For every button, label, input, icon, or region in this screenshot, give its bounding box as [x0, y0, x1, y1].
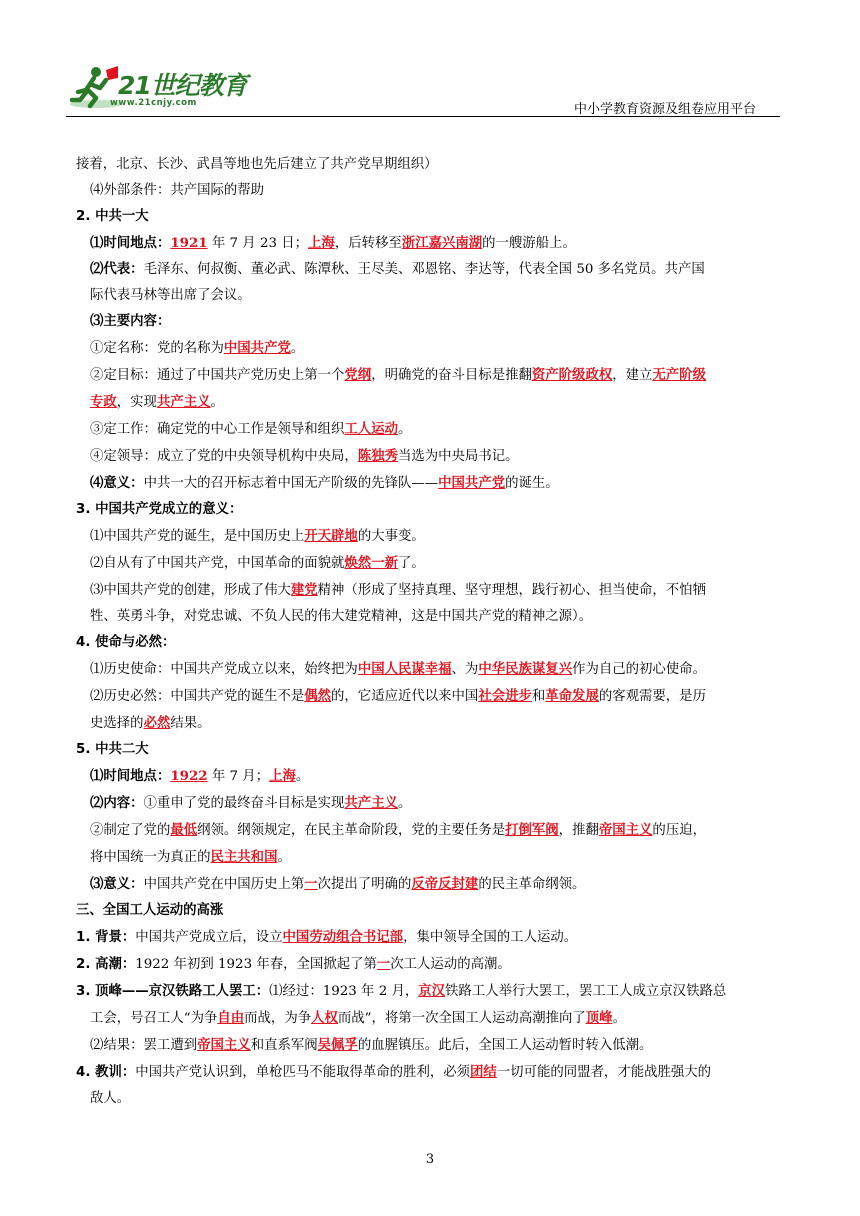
highlight-keyword: 开天辟地: [304, 528, 358, 544]
highlight-keyword: 自由: [217, 1010, 245, 1026]
highlight-keyword: 上海: [269, 768, 296, 784]
text-span: ，建立: [612, 368, 653, 383]
text-span: ⑵历史必然：中国共产党的诞生不是: [90, 689, 305, 704]
highlight-keyword: 工人运动: [344, 421, 398, 437]
bold-heading: 2. 高潮：: [76, 957, 136, 972]
highlight-keyword: 资产阶级政权: [531, 367, 613, 383]
text-span: 而战”，将第一次全国工人运动高潮推向了: [337, 1011, 586, 1026]
text-span: ，集中领导全国的工人运动。: [403, 930, 578, 945]
text-span: 的客观需要，是历: [598, 689, 706, 704]
text-span: 结果。: [170, 716, 211, 731]
bold-heading: 4. 教训：: [76, 1065, 136, 1080]
highlight-keyword: 偶然: [304, 688, 332, 704]
text-span: 的，它适应近代以来中国: [331, 689, 479, 704]
text-line: [76, 978, 786, 1005]
text-span: ②制定了党的: [90, 823, 171, 838]
bold-heading: 5. 中共二大: [76, 742, 149, 757]
text-span: 了。: [397, 556, 425, 571]
header-divider: [66, 116, 780, 117]
bold-heading: ⑵内容：: [90, 796, 144, 811]
highlight-keyword: 民主共和国: [210, 849, 278, 865]
text-line: [76, 844, 786, 871]
text-span: ，实现: [116, 395, 157, 410]
text-line: [76, 550, 786, 577]
text-span: 的一艘游船上。: [482, 236, 576, 251]
text-span: 中共一大的召开标志着中国无产阶级的先锋队——: [143, 476, 439, 491]
highlight-keyword: 党纲: [344, 367, 372, 383]
text-span: 的诞生。: [505, 476, 559, 491]
highlight-keyword: 帝国主义: [598, 822, 653, 838]
text-line: [76, 470, 786, 497]
text-span: 中国共产党成立后，设立: [135, 930, 283, 945]
text-span: 1922 年初到 1923 年春，全国掀起了第: [135, 957, 377, 972]
text-span: 。: [612, 1011, 626, 1026]
text-span: 史选择的: [90, 716, 144, 731]
text-span: 当选为中央局书记。: [397, 449, 519, 464]
text-line: [76, 416, 786, 443]
highlight-keyword: 上海: [308, 235, 335, 251]
bold-heading: 2. 中共一大: [76, 209, 149, 224]
text-line: [76, 1059, 786, 1086]
text-span: 精神（形成了坚持真理、坚守理想，践行初心、担当使命，不怕牺: [317, 583, 706, 598]
bold-heading: 4. 使命与必然：: [76, 635, 176, 650]
text-span: 和: [531, 689, 546, 704]
text-span: ，后转移至: [334, 236, 402, 251]
text-line: [76, 152, 786, 178]
text-span: 。: [210, 395, 224, 410]
text-span: 工会，号召工人“为争: [90, 1011, 218, 1026]
text-span: ⑵结果：罢工遭到: [90, 1038, 198, 1053]
highlight-keyword: 焕然一新: [344, 555, 398, 571]
text-span: 。: [277, 850, 291, 865]
text-line: [76, 951, 786, 978]
text-line: [76, 204, 786, 230]
highlight-keyword: 中国共产党: [438, 475, 506, 491]
bold-heading: ⑶意义：: [90, 877, 144, 892]
highlight-keyword: 帝国主义: [197, 1037, 251, 1053]
text-span: ⑷外部条件：共产国际的帮助: [90, 183, 265, 198]
highlight-keyword: 团结: [470, 1064, 497, 1080]
text-span: 年 7 月 23 日；: [207, 236, 309, 251]
text-line: [76, 1032, 786, 1059]
text-span: ⑶中国共产党的创建，形成了伟大: [90, 583, 291, 598]
text-span: 的民主革命纲领。: [478, 877, 586, 892]
logo-url: www.21cnjy.com: [110, 98, 197, 108]
text-line: [76, 283, 786, 309]
text-span: ①定名称：党的名称为: [90, 341, 224, 356]
text-span: ⑴中国共产党的诞生，是中国历史上: [90, 529, 305, 544]
highlight-keyword: 建党: [290, 582, 318, 598]
highlight-keyword: 浙江嘉兴南湖: [401, 235, 483, 251]
highlight-keyword: 中国劳动组合书记部: [282, 929, 404, 945]
highlight-keyword: 1921: [170, 235, 208, 251]
bold-heading: ⑵代表：: [90, 262, 144, 277]
text-span: 毛泽东、何叔衡、董必武、陈潭秋、王尽美、邓恩铭、李达等，代表全国 50 多名党员。共产国: [143, 262, 705, 277]
highlight-keyword: 打倒军阀: [505, 822, 559, 838]
highlight-keyword: 专政: [90, 394, 117, 410]
text-line: [76, 389, 786, 416]
bold-heading: ⑴时间地点：: [90, 236, 171, 251]
text-line: [76, 309, 786, 335]
text-span: 将中国统一为真正的: [90, 850, 211, 865]
text-span: 。: [397, 422, 412, 437]
text-line: [76, 871, 786, 898]
text-span: ⑴历史使命：中国共产党成立以来，始终把为: [90, 662, 358, 677]
text-line: [76, 630, 786, 656]
bold-heading: ⑴时间地点：: [90, 769, 171, 784]
text-span: 、为: [451, 662, 479, 677]
bold-heading: 3. 中国共产党成立的意义：: [76, 502, 243, 517]
document-body: [76, 152, 786, 1112]
text-span: 年 7 月；: [207, 769, 270, 784]
text-line: [76, 604, 786, 630]
text-span: 接着，北京、长沙、武昌等地也先后建立了共产党早期组织）: [76, 157, 438, 172]
text-line: [76, 577, 786, 604]
text-span: ③定工作：确定党的中心工作是领导和组织: [90, 422, 345, 437]
text-line: [76, 683, 786, 710]
text-line: [76, 790, 786, 817]
text-span: 的压迫，: [652, 823, 706, 838]
text-line: [76, 763, 786, 790]
header-tagline: 中小学教育资源及组卷应用平台: [573, 102, 756, 117]
highlight-keyword: 反帝反封建: [411, 876, 479, 892]
highlight-keyword: 无产阶级: [652, 367, 706, 383]
highlight-keyword: 社会进步: [478, 688, 532, 704]
text-line: [76, 656, 786, 683]
logo: [66, 64, 266, 114]
text-line: [76, 898, 786, 924]
text-span: ①重申了党的最终奋斗目标是实现: [143, 796, 345, 811]
text-span: ④定领导：成立了党的中央领导机构中央局，: [90, 449, 358, 464]
bold-heading: 1. 背景：: [76, 930, 136, 945]
text-line: [76, 1005, 786, 1032]
text-span: 中国共产党认识到，单枪匹马不能取得革命的胜利，必须: [135, 1065, 471, 1080]
text-span: ⑵自从有了中国共产党，中国革命的面貌就: [90, 556, 345, 571]
text-span: 中国共产党在中国历史上第: [143, 877, 305, 892]
text-line: [76, 178, 786, 204]
text-span: 际代表马林等出席了会议。: [90, 288, 251, 303]
highlight-keyword: 一: [304, 876, 318, 892]
text-span: 铁路工人举行大罢工，罢工工人成立京汉铁路总: [445, 984, 727, 999]
text-line: [76, 497, 786, 523]
bold-heading: 三、全国工人运动的高涨: [76, 903, 224, 918]
text-span: 的血腥镇压。此后，全国工人运动暂时转入低潮。: [357, 1038, 653, 1053]
text-line: [76, 737, 786, 763]
highlight-keyword: 吴佩孚: [317, 1037, 358, 1053]
highlight-keyword: 1922: [170, 768, 208, 784]
text-span: ⑴经过：1923 年 2 月，: [269, 984, 419, 999]
text-span: 牲、英勇斗争，对党忠诚、不负人民的伟大建党精神，这是中国共产党的精神之源）。: [90, 609, 593, 624]
text-span: 。: [397, 796, 412, 811]
bold-heading: ⑶主要内容：: [90, 314, 171, 329]
text-line: [76, 817, 786, 844]
highlight-keyword: 人权: [311, 1010, 338, 1026]
text-span: 。: [295, 769, 310, 784]
highlight-keyword: 顶峰: [585, 1010, 613, 1026]
text-span: ，明确党的奋斗目标是推翻: [371, 368, 532, 383]
text-span: 一切可能的同盟者，才能战胜强大的: [496, 1065, 712, 1080]
highlight-keyword: 必然: [143, 715, 171, 731]
highlight-keyword: 京汉: [418, 983, 446, 999]
bold-heading: ⑷意义：: [90, 476, 144, 491]
text-span: 和直系军阀: [250, 1038, 318, 1053]
text-line: [76, 335, 786, 362]
text-span: ②定目标：通过了中国共产党历史上第一个: [90, 368, 345, 383]
text-span: 敌人。: [90, 1091, 131, 1106]
text-span: 作为自己的初心使命。: [572, 662, 706, 677]
highlight-keyword: 最低: [170, 822, 198, 838]
text-line: [76, 523, 786, 550]
text-line: [76, 362, 786, 389]
text-line: [76, 230, 786, 257]
highlight-keyword: 陈独秀: [357, 448, 398, 464]
text-span: 而战，为争: [244, 1011, 312, 1026]
text-line: [76, 257, 786, 283]
highlight-keyword: 共产主义: [156, 394, 211, 410]
text-span: ，推翻: [558, 823, 599, 838]
highlight-keyword: 中国共产党: [223, 340, 291, 356]
text-span: 的大事变。: [357, 529, 425, 544]
text-line: [76, 710, 786, 737]
text-span: 。: [290, 341, 305, 356]
page-header: [66, 64, 780, 120]
highlight-keyword: 中华民族谋复兴: [478, 661, 573, 677]
logo-text: 21世纪教育: [118, 71, 247, 100]
page-number: 3: [425, 1152, 435, 1167]
highlight-keyword: 中国人民谋幸福: [357, 661, 452, 677]
bold-heading: 3. 顶峰——京汉铁路工人罢工：: [76, 984, 270, 999]
highlight-keyword: 共产主义: [344, 795, 398, 811]
text-span: 次工人运动的高潮。: [390, 957, 511, 972]
text-span: 次提出了明确的: [317, 877, 412, 892]
text-line: [76, 924, 786, 951]
text-span: 纲领。纲领规定，在民主革命阶段，党的主要任务是: [197, 823, 506, 838]
highlight-keyword: 一: [376, 956, 391, 972]
text-line: [76, 443, 786, 470]
text-line: [76, 1086, 786, 1112]
highlight-keyword: 革命发展: [545, 688, 599, 704]
